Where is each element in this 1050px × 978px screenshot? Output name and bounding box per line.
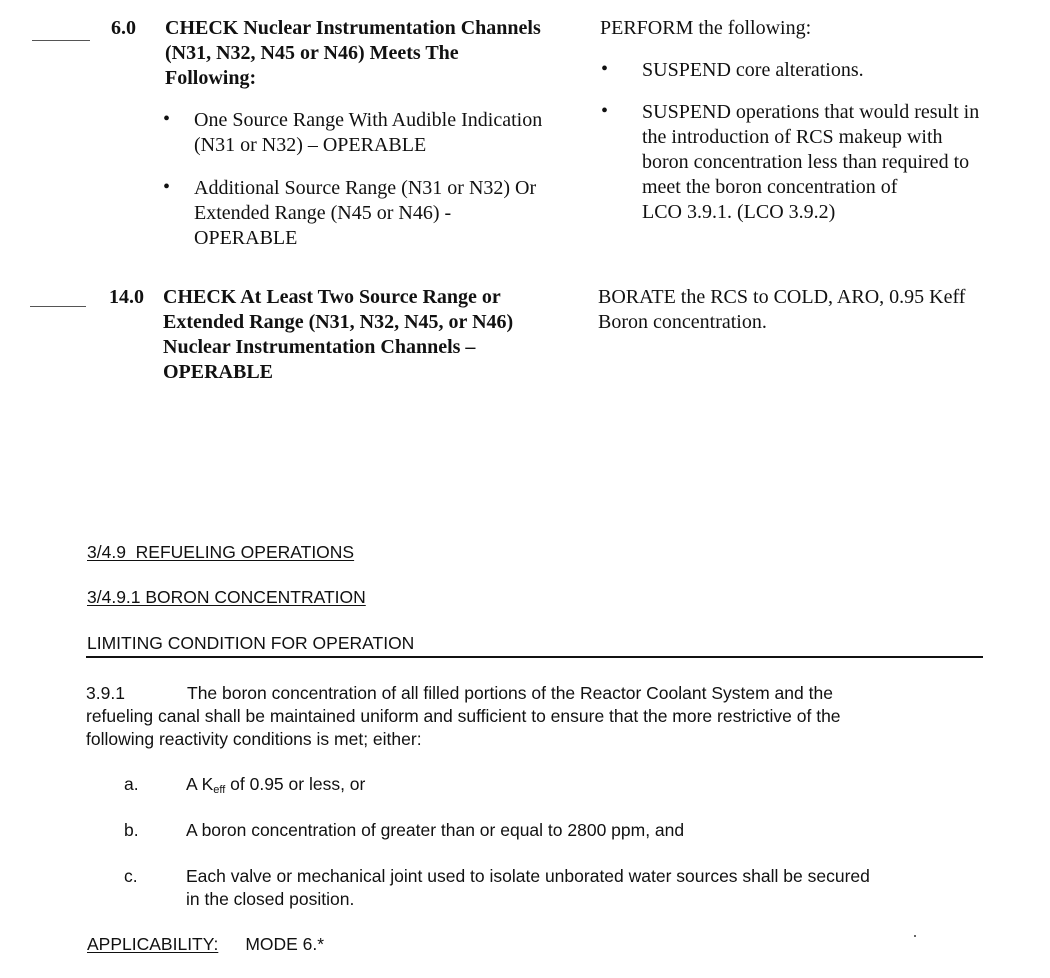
paragraph-text: The boron concentration of all filled portions of the Reactor Coolant System and the <box>187 683 833 703</box>
bullet-line: SUSPEND operations that would result in <box>642 101 980 123</box>
lco-heading: LIMITING CONDITION FOR OPERATION <box>87 633 415 653</box>
step6-signoff-line[interactable] <box>32 40 90 41</box>
applicability-value: MODE 6.* <box>245 934 325 954</box>
step6-response-bullet-1 <box>642 58 1042 83</box>
step14-title-line: CHECK At Least Two Source Range or <box>163 286 501 308</box>
bullet-icon: • <box>601 100 609 122</box>
bullet-line: LCO 3.9.1. (LCO 3.9.2) <box>642 201 836 223</box>
item-label-a: a. <box>124 774 139 794</box>
item-text-b: A boron concentration of greater than or equal to 2800 ppm, and <box>186 820 685 840</box>
step6-title <box>165 16 595 91</box>
lco-paragraph <box>86 682 986 751</box>
bullet-line: Extended Range (N45 or N46) - <box>194 202 452 224</box>
item-label-c: c. <box>124 866 138 886</box>
bullet-line: meet the boron concentration of <box>642 176 898 198</box>
scan-speck <box>914 935 916 937</box>
step14-signoff-line[interactable] <box>30 306 86 307</box>
step6-response-heading: PERFORM the following: <box>600 17 812 39</box>
step6-title-line: (N31, N32, N45 or N46) Meets The <box>165 42 459 64</box>
step6-title-line: CHECK Nuclear Instrumentation Channels <box>165 17 541 39</box>
step14-title-line: OPERABLE <box>163 361 274 383</box>
item-label-b: b. <box>124 820 139 840</box>
paragraph-number: 3.9.1 <box>86 683 125 703</box>
bullet-icon: • <box>163 176 171 198</box>
bullet-line: (N31 or N32) – OPERABLE <box>194 134 427 156</box>
bullet-line: boron concentration less than required to <box>642 151 970 173</box>
applicability-label: APPLICABILITY: <box>87 934 219 954</box>
step14-response <box>598 285 1038 335</box>
step6-bullet-1 <box>194 108 594 158</box>
step14-title-line: Nuclear Instrumentation Channels – <box>163 336 476 358</box>
step14-number: 14.0 <box>109 286 144 308</box>
heading-divider <box>86 656 983 658</box>
item-text-a <box>186 773 365 802</box>
step6-response-bullet-2 <box>642 100 1042 225</box>
bullet-line: the introduction of RCS makeup with <box>642 126 943 148</box>
keff-subscript: eff <box>213 784 226 796</box>
bullet-line: SUSPEND core alterations. <box>642 59 864 81</box>
bullet-line: OPERABLE <box>194 227 298 249</box>
step14-title <box>163 285 593 385</box>
bullet-line: One Source Range With Audible Indication <box>194 109 543 131</box>
paragraph-first-line <box>86 682 986 705</box>
item-line: in the closed position. <box>186 889 355 909</box>
item-text-c <box>186 865 986 911</box>
step6-bullet-2 <box>194 176 594 251</box>
item-text-a-post: of 0.95 or less, or <box>225 774 366 794</box>
bullet-icon: • <box>601 58 609 80</box>
bullet-icon: • <box>163 108 171 130</box>
bullet-line: Additional Source Range (N31 or N32) Or <box>194 177 537 199</box>
section-heading: 3/4.9 REFUELING OPERATIONS <box>87 542 355 562</box>
applicability <box>87 933 324 956</box>
step6-title-line: Following: <box>165 67 257 89</box>
step14-title-line: Extended Range (N31, N32, N45, or N46) <box>163 311 514 333</box>
paragraph-line: refueling canal shall be maintained uniform and sufficient to ensure that the more restrictive of the <box>86 706 841 726</box>
item-text-a-pre: A K <box>186 774 214 794</box>
response-line: Boron concentration. <box>598 311 767 333</box>
paragraph-line: following reactivity conditions is met; either: <box>86 729 422 749</box>
subsection-heading: 3/4.9.1 BORON CONCENTRATION <box>87 587 366 607</box>
item-line: Each valve or mechanical joint used to isolate unborated water sources shall be secured <box>186 866 870 886</box>
step6-number: 6.0 <box>111 17 136 39</box>
response-line: BORATE the RCS to COLD, ARO, 0.95 Keff <box>598 286 966 308</box>
